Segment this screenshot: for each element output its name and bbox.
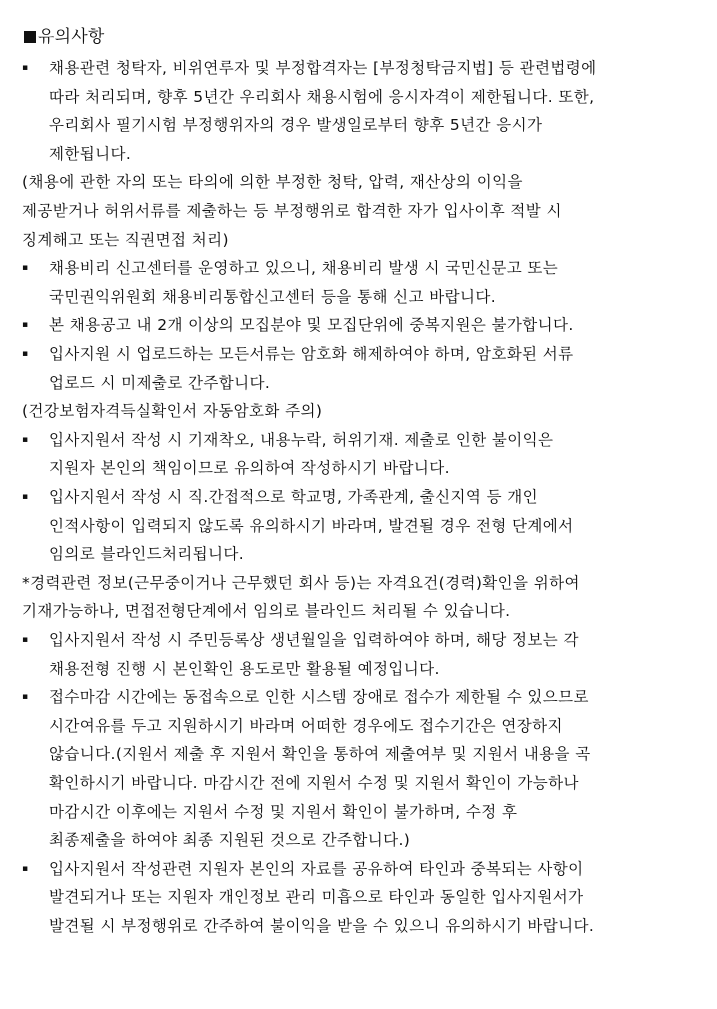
text-line: 지원자 본인의 책임이므로 유의하여 작성하시기 바랍니다. — [49, 459, 450, 478]
bullet-icon: ▪ — [22, 492, 29, 502]
text-line: 본 채용공고 내 2개 이상의 모집분야 및 모집단위에 중복지원은 불가합니다. — [49, 316, 574, 335]
text-line: *경력관련 정보(근무중이거나 근무했던 회사 등)는 자격요건(경력)확인을 위하여 — [22, 573, 580, 592]
page-title — [24, 27, 105, 47]
text-line: 우리회사 필기시험 부정행위자의 경우 발생일로부터 향후 5년간 응시가 — [49, 116, 543, 135]
text-line: 발견될 시 부정행위로 간주하여 불이익을 받을 수 있으니 유의하시기 바랍니다. — [49, 917, 595, 935]
text-line: 발견되거나 또는 지원자 개인정보 관리 미흡으로 타인과 동일한 입사지원서가 — [49, 888, 584, 907]
bullet-icon: ▪ — [22, 635, 29, 645]
bullet-icon: ▪ — [22, 863, 29, 874]
page-title-text: 유의사항 — [38, 27, 105, 47]
text-line: 마감시간 이후에는 지원서 수정 및 지원서 확인이 불가하며, 수정 후 — [49, 802, 518, 821]
text-line: 시간여유를 두고 지원하시기 바라며 어떠한 경우에도 접수기간은 연장하지 — [49, 716, 563, 735]
text-line: 임의로 블라인드처리됩니다. — [49, 545, 245, 564]
text-line: 제한됩니다. — [49, 144, 132, 163]
text-line: 입사지원서 작성 시 직.간접적으로 학교명, 가족관계, 출신지역 등 개인 — [49, 488, 539, 506]
text-line: 채용관련 청탁자, 비위연루자 및 부정합격자는 [부정청탁금지법] 등 관련법령에 — [49, 59, 597, 77]
bullet-icon: ▪ — [22, 263, 29, 274]
text-line: 않습니다.(지원서 제출 후 지원서 확인을 통하여 제출여부 및 지원서 내용을 곡 — [49, 745, 591, 764]
text-line: 채용비리 신고센터를 운영하고 있으니, 채용비리 발생 시 국민신문고 또는 — [49, 259, 559, 278]
text-line: 인적사항이 입력되지 않도록 유의하시기 바라며, 발견될 경우 전형 단계에서 — [49, 516, 574, 535]
text-line: (채용에 관한 자의 또는 타의에 의한 부정한 청탁, 압력, 재산상의 이익을 — [22, 173, 523, 192]
text-line: 입사지원 시 업로드하는 모든서류는 암호화 해제하여야 하며, 암호화된 서류 — [49, 345, 574, 363]
text-line: 최종제출을 하여야 최종 지원된 것으로 간주합니다.) — [49, 831, 411, 850]
text-line: 징계해고 또는 직권면접 처리) — [22, 230, 229, 249]
text-line: 접수마감 시간에는 동접속으로 인한 시스템 장애로 접수가 제한될 수 있으므로 — [49, 688, 589, 707]
square-bullet-icon — [24, 31, 36, 43]
text-line: (건강보험자격득실확인서 자동암호화 주의) — [22, 402, 323, 421]
bullet-icon: ▪ — [22, 434, 29, 445]
bullet-icon: ▪ — [22, 63, 29, 73]
bullet-icon: ▪ — [22, 320, 29, 331]
text-line: 입사지원서 작성 시 기재착오, 내용누락, 허위기재. 제출로 인한 불이익은 — [49, 430, 554, 449]
text-line: 채용전형 진행 시 본인확인 용도로만 활용될 예정입니다. — [49, 659, 440, 678]
text-line: 국민권익위원회 채용비리통합신고센터 등을 통해 신고 바랍니다. — [49, 287, 497, 306]
text-line: 따라 처리되며, 향후 5년간 우리회사 채용시험에 응시자격이 제한됩니다. 또한, — [49, 87, 595, 106]
text-line: 입사지원서 작성 시 주민등록상 생년월일을 입력하여야 하며, 해당 정보는 각 — [49, 631, 579, 649]
bullet-icon: ▪ — [22, 349, 29, 359]
text-line: 업로드 시 미제출로 간주합니다. — [49, 373, 271, 392]
bullet-icon: ▪ — [22, 692, 29, 703]
text-line: 확인하시기 바랍니다. 마감시간 전에 지원서 수정 및 지원서 확인이 가능하나 — [49, 774, 579, 792]
text-line: 제공받거나 허위서류를 제출하는 등 부정행위로 합격한 자가 입사이후 적발 시 — [22, 202, 562, 220]
text-line: 기재가능하나, 면접전형단계에서 임의로 블라인드 처리될 수 있습니다. — [22, 602, 511, 621]
text-line: 입사지원서 작성관련 지원자 본인의 자료를 공유하여 타인과 중복되는 사항이 — [49, 859, 584, 878]
